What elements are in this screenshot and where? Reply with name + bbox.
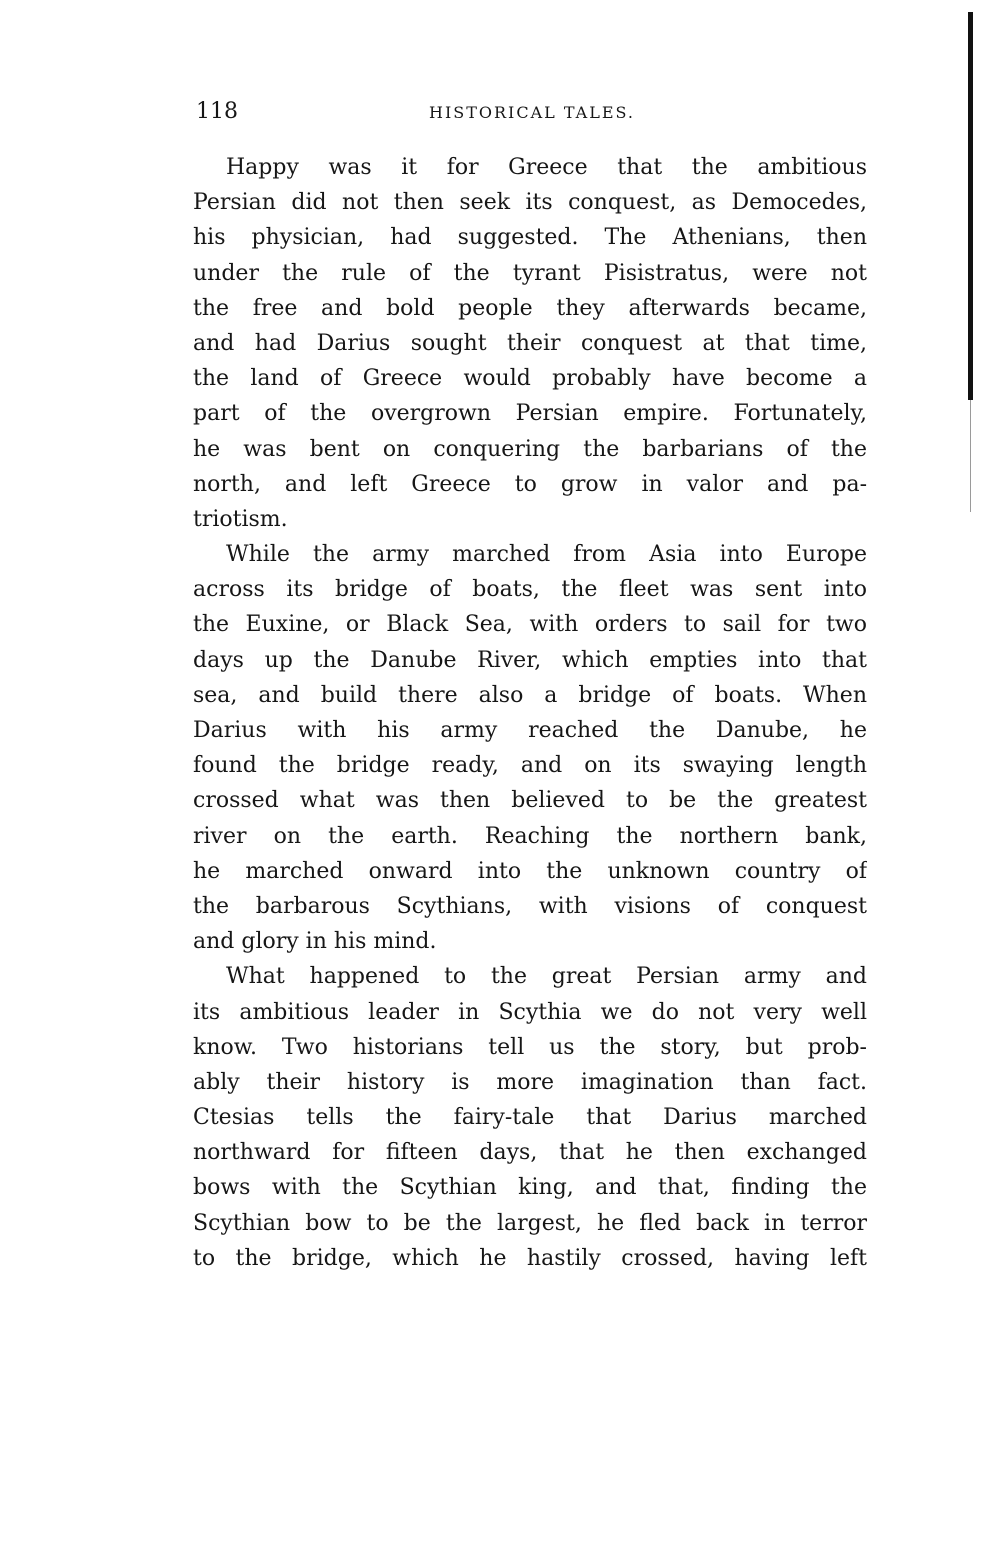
page-number: 118 [196, 99, 238, 124]
text-line: days up the Danube River, which empties into that [193, 647, 867, 673]
text-line: and glory in his mind. [193, 929, 437, 955]
body-text [193, 150, 867, 1276]
text-line: the free and bold people they afterwards became, [193, 295, 867, 321]
text-line: crossed what was then believed to be the greatest [193, 788, 867, 814]
text-line: the land of Greece would probably have become a [193, 366, 867, 392]
text-line: ably their history is more imagination than fact. [193, 1069, 867, 1095]
text-line: Darius with his army reached the Danube, he [193, 718, 867, 743]
text-line: he was bent on conquering the barbarians of the [193, 436, 867, 462]
text-line: bows with the Scythian king, and that, finding the [193, 1175, 867, 1201]
text-line: Happy was it for Greece that the ambitious [226, 155, 867, 180]
text-line: under the rule of the tyrant Pisistratus, were not [193, 260, 867, 286]
text-line: to the bridge, which he hastily crossed, having left [193, 1245, 867, 1271]
scan-edge-line [970, 400, 971, 512]
text-line: What happened to the great Persian army and [226, 964, 867, 990]
text-line: north, and left Greece to grow in valor and pa- [193, 471, 867, 497]
text-line: triotism. [193, 506, 288, 532]
text-line: northward for fifteen days, that he then exchanged [193, 1140, 867, 1166]
text-line: he marched onward into the unknown country of [193, 858, 867, 884]
text-line: across its bridge of boats, the fleet was sent into [193, 577, 867, 603]
text-line: sea, and build there also a bridge of boats. When [193, 682, 867, 708]
text-line: Scythian bow to be the largest, he fled back in terror [193, 1210, 867, 1236]
text-line: know. Two historians tell us the story, but prob- [193, 1034, 867, 1060]
text-line: its ambitious leader in Scythia we do not very well [193, 999, 867, 1025]
scan-edge-bar [968, 12, 973, 400]
text-line: his physician, had suggested. The Athenians, then [193, 225, 867, 251]
text-line: and had Darius sought their conquest at that time, [193, 330, 867, 356]
text-line: found the bridge ready, and on its swaying length [193, 753, 867, 779]
text-line: Persian did not then seek its conquest, as Democedes, [193, 190, 867, 216]
text-line: part of the overgrown Persian empire. Fortunately, [193, 401, 867, 427]
text-line: river on the earth. Reaching the northern bank, [193, 823, 867, 849]
running-head: HISTORICAL TALES. [428, 103, 636, 122]
text-line: the Euxine, or Black Sea, with orders to sail for two [193, 612, 867, 638]
text-line: Ctesias tells the fairy-tale that Darius marched [193, 1105, 867, 1131]
text-line: While the army marched from Asia into Europe [226, 542, 867, 568]
page-header [196, 94, 868, 130]
text-line: the barbarous Scythians, with visions of conquest [193, 893, 867, 919]
